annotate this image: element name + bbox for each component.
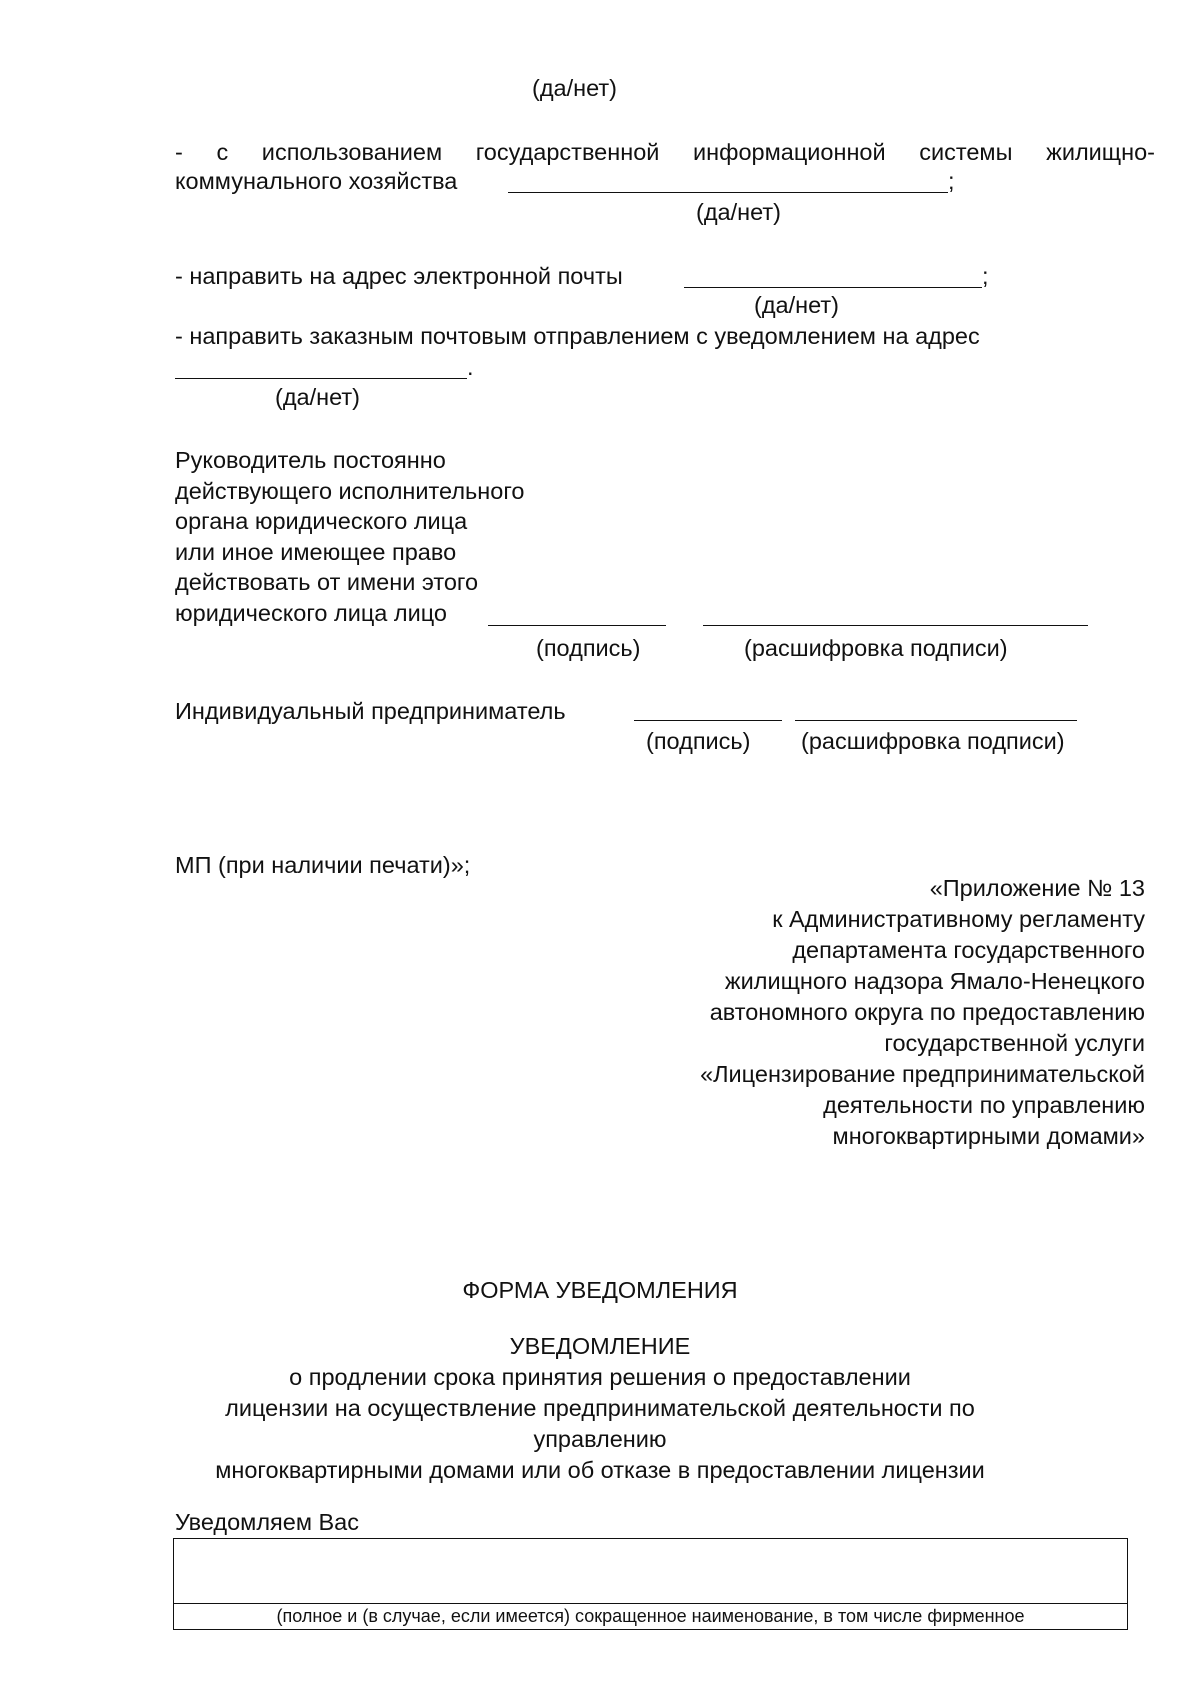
ip-signature-label: Индивидуальный предприниматель (175, 698, 566, 724)
appendix-line: автономного округа по предоставлению (709, 999, 1145, 1025)
email-option-end: ; (982, 263, 989, 289)
mail-option-end: . (467, 354, 474, 380)
email-answer-field[interactable] (684, 287, 982, 288)
form-title: ФОРМА УВЕДОМЛЕНИЯ (462, 1277, 738, 1303)
recipient-name-box (173, 1538, 1128, 1630)
ip-signature-decode-field[interactable] (795, 720, 1077, 721)
notice-subtitle-line: лицензии на осуществление предпринимательской деятельности по (225, 1395, 975, 1421)
recipient-box-divider (174, 1603, 1127, 1604)
appendix-line: жилищного надзора Ямало-Ненецкого (724, 968, 1145, 994)
gis-option-end: ; (948, 168, 955, 194)
head-label-line: действующего исполнительного (175, 477, 525, 504)
appendix-line: «Приложение № 13 (929, 875, 1145, 901)
notice-subtitle-line: о продлении срока принятия решения о предоставлении (289, 1364, 911, 1390)
gis-option-line1: - с использованием государственной информационной системы жилищно- (175, 139, 1155, 165)
head-signature-hint: (подпись) (536, 635, 641, 661)
recipient-name-caption: (полное и (в случае, если имеется) сокращенное наименование, в том числе фирменное (276, 1606, 1025, 1626)
gis-answer-field[interactable] (508, 192, 948, 193)
appendix-line: многоквартирными домами» (832, 1123, 1145, 1149)
notice-subtitle-line: управлению (533, 1426, 667, 1452)
recipient-name-field[interactable] (174, 1539, 1127, 1603)
head-signature-label (175, 445, 524, 628)
appendix-line: деятельности по управлению (823, 1092, 1145, 1118)
head-label-line: Руководитель постоянно (175, 447, 446, 473)
head-label-line: действовать от имени этого (175, 569, 479, 595)
mail-yes-no-hint: (да/нет) (275, 384, 360, 410)
head-label-line: органа юридического лица (175, 508, 468, 534)
ip-signature-field[interactable] (634, 720, 782, 721)
notice-subtitle-line: многоквартирными домами или об отказе в предоставлении лицензии (215, 1457, 985, 1483)
head-signature-field[interactable] (488, 625, 666, 626)
stamp-note: МП (при наличии печати)»; (175, 852, 471, 878)
mail-option-text: - направить заказным почтовым отправлением с уведомлением на адрес (175, 323, 980, 349)
head-label-line: или иное имеющее право (175, 538, 457, 565)
head-decode-hint: (расшифровка подписи) (744, 635, 1008, 661)
appendix-line: «Лицензирование предпринимательской (700, 1061, 1145, 1087)
notify-label: Уведомляем Вас (175, 1509, 360, 1535)
head-signature-decode-field[interactable] (703, 625, 1088, 626)
head-label-line: юридического лица лицо (175, 599, 447, 626)
yes-no-hint-top: (да/нет) (532, 75, 617, 101)
gis-option-line2: коммунального хозяйства (175, 168, 458, 194)
ip-signature-hint: (подпись) (646, 728, 751, 754)
appendix-line: государственной услуги (884, 1030, 1145, 1056)
appendix-line: к Административному регламенту (772, 906, 1145, 932)
ip-decode-hint: (расшифровка подписи) (801, 728, 1065, 754)
appendix-line: департамента государственного (792, 937, 1145, 963)
mail-answer-field[interactable] (175, 378, 467, 379)
email-option-text: - направить на адрес электронной почты (175, 263, 623, 289)
gis-yes-no-hint: (да/нет) (696, 199, 781, 225)
notice-title: УВЕДОМЛЕНИЕ (509, 1333, 691, 1359)
appendix-header (700, 873, 1145, 1152)
email-yes-no-hint: (да/нет) (754, 292, 839, 318)
